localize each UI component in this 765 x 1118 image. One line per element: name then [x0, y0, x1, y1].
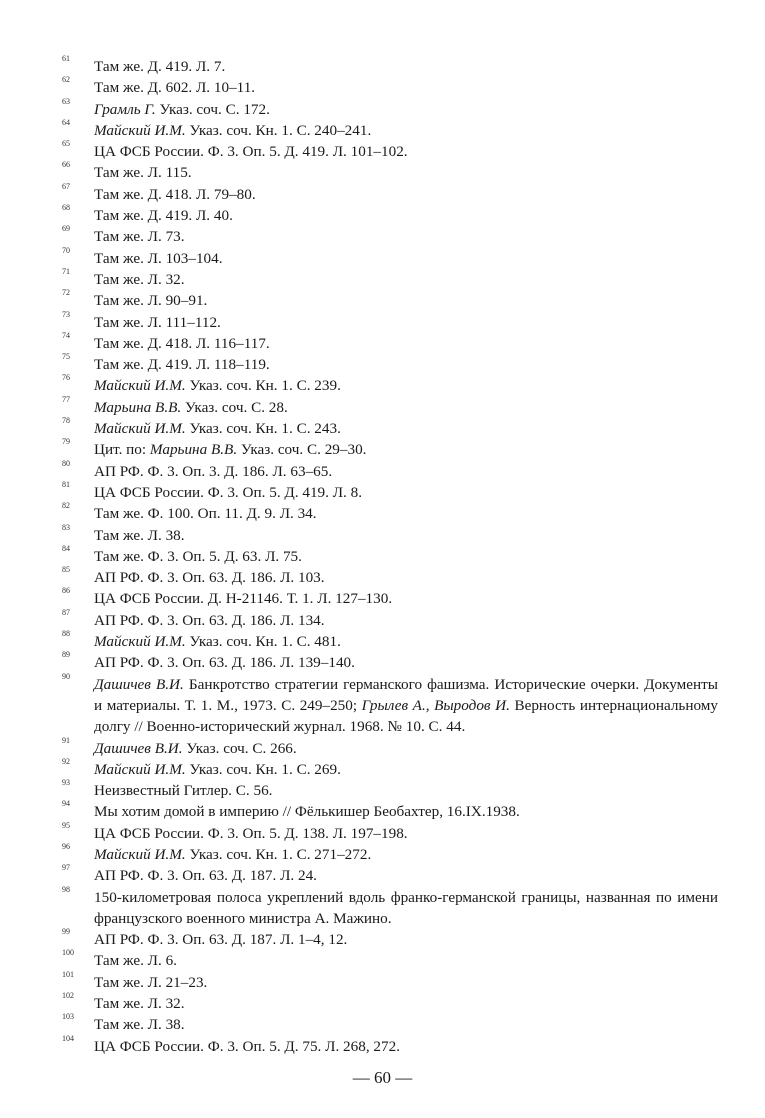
endnote-number: 83: [62, 522, 70, 532]
endnote-number: 78: [62, 416, 70, 426]
endnote-author: Марьина В.В.: [149, 441, 238, 459]
endnote-item: [58, 439, 718, 460]
endnote-number: 81: [62, 479, 70, 489]
endnote-text: Указ. соч. С. 29–30.: [237, 441, 367, 459]
endnote-text: АП РФ. Ф. 3. Оп. 63. Д. 186. Л. 103.: [94, 569, 325, 587]
endnote-text: Указ. соч. Кн. 1. С. 269.: [185, 760, 341, 778]
endnote-item: [58, 607, 718, 631]
endnote-text: Указ. соч. Кн. 1. С. 240–241.: [185, 121, 372, 139]
endnote-number: 66: [62, 160, 70, 170]
endnote-text: Мы хотим домой в империю // Фёлькишер Беобахтер, 16.IX.1938.: [94, 803, 520, 821]
endnote-number: 75: [62, 352, 70, 362]
endnote-number: 94: [62, 799, 70, 809]
endnote-number: 76: [62, 373, 70, 383]
endnote-item: [58, 950, 718, 971]
endnote-text: Там же. Л. 103–104.: [94, 249, 223, 267]
endnote-item: [58, 652, 718, 673]
endnote-number: 71: [62, 266, 70, 276]
endnote-number: 86: [62, 586, 70, 596]
endnote-text: Указ. соч. Кн. 1. С. 271–272.: [185, 845, 372, 863]
endnote-text: АП РФ. Ф. 3. Оп. 3. Д. 186. Л. 63–65.: [94, 462, 333, 480]
endnote-item: [58, 354, 718, 375]
endnote-number: 63: [62, 96, 70, 106]
endnote-number: 89: [62, 650, 70, 660]
endnote-text: Там же. Ф. 100. Оп. 11. Д. 9. Л. 34.: [94, 505, 317, 523]
endnote-item: [58, 162, 718, 183]
endnote-text: АП РФ. Ф. 3. Оп. 63. Д. 187. Л. 24.: [94, 867, 317, 885]
endnote-item: [58, 929, 718, 950]
endnote-item: [58, 117, 718, 141]
endnote-number: 73: [62, 309, 70, 319]
endnote-number: 102: [62, 991, 74, 1001]
endnote-item: [58, 290, 718, 311]
endnote-number: 99: [62, 927, 70, 937]
endnote-text: Указ. соч. С. 266.: [182, 739, 297, 757]
endnote-number: 84: [62, 543, 70, 553]
endnote-text: Там же. Л. 32.: [94, 270, 185, 288]
endnote-number: 104: [62, 1033, 74, 1043]
endnote-text: АП РФ. Ф. 3. Оп. 63. Д. 186. Л. 139–140.: [94, 654, 355, 672]
endnote-number: 96: [62, 841, 70, 851]
endnote-item: [58, 631, 718, 652]
endnote-item: [58, 865, 718, 886]
endnote-author: Дашичев В.И.: [94, 675, 184, 693]
endnote-item: [58, 56, 718, 77]
endnote-text: Там же. Л. 73.: [94, 228, 185, 246]
endnote-item: [58, 330, 718, 354]
endnote-number: 101: [62, 969, 74, 979]
endnote-text: Банкротство стратегии германского фашизма. Исторические очерки. Документы и материалы. Т. 1. М., 1973. С. 249–250;: [94, 675, 719, 714]
endnote-item: [58, 394, 718, 418]
endnote-text: Там же. Д. 602. Л. 10–11.: [94, 79, 256, 97]
endnote-author: Дашичев В.И.: [94, 739, 183, 757]
endnote-text: Там же. Л. 21–23.: [94, 973, 208, 991]
endnote-number: 103: [62, 1012, 74, 1022]
endnote-author: Грамль Г.: [94, 100, 156, 118]
endnote-number: 72: [62, 288, 70, 298]
endnote-number: 80: [62, 458, 70, 468]
endnote-author: Майский И.М.: [94, 377, 186, 395]
endnote-number: 61: [62, 54, 70, 63]
endnote-author: Грылев А., Выродов И.: [361, 696, 510, 714]
endnote-number: 85: [62, 565, 70, 575]
endnote-item: [58, 141, 718, 162]
endnote-item: [58, 780, 718, 801]
endnote-text: Верность интернациональному долгу // Военно-исторический журнал. 1968. № 10. С. 44.: [94, 696, 718, 736]
endnote-number: 65: [62, 139, 70, 149]
page-number: — 60 —: [352, 1068, 413, 1087]
endnote-author: Майский И.М.: [94, 760, 186, 778]
endnote-author: Майский И.М.: [94, 121, 186, 139]
endnote-number: 74: [62, 330, 70, 340]
endnote-number: 69: [62, 224, 70, 234]
endnote-text: Там же. Д. 418. Л. 79–80.: [94, 185, 256, 203]
endnote-item: [58, 735, 718, 759]
endnote-text: ЦА ФСБ России. Ф. 3. Оп. 5. Д. 419. Л. 101–102.: [94, 143, 408, 161]
endnote-item: [58, 884, 718, 930]
endnote-number: 79: [62, 437, 70, 447]
endnote-item: [58, 543, 718, 567]
endnote-text: ЦА ФСБ России. Д. Н-21146. Т. 1. Л. 127–130.: [94, 590, 393, 608]
endnote-item: [58, 503, 718, 524]
endnote-number: 98: [62, 884, 70, 894]
endnote-item: [58, 458, 718, 482]
endnote-item: [58, 245, 718, 269]
endnote-text: Там же. Д. 419. Л. 40.: [94, 207, 233, 225]
endnote-text: Там же. Л. 38.: [94, 526, 185, 544]
endnote-item: [58, 969, 718, 993]
endnote-item: [58, 375, 718, 396]
endnote-text: Там же. Ф. 3. Оп. 5. Д. 63. Л. 75.: [94, 547, 302, 565]
endnote-item: [58, 522, 718, 546]
endnote-number: 82: [62, 501, 70, 511]
endnote-number: 67: [62, 181, 70, 191]
endnote-text: ЦА ФСБ России. Ф. 3. Оп. 5. Д. 75. Л. 268, 272.: [94, 1037, 400, 1055]
endnote-item: [58, 993, 718, 1014]
endnote-number: 88: [62, 629, 70, 639]
endnote-item: [58, 309, 718, 333]
endnote-item: [58, 77, 718, 98]
endnote-item: [58, 820, 718, 844]
endnote-text: АП РФ. Ф. 3. Оп. 63. Д. 186. Л. 134.: [94, 611, 325, 629]
endnote-text: ЦА ФСБ России. Ф. 3. Оп. 5. Д. 419. Л. 8.: [94, 483, 363, 501]
endnote-text: Там же. Л. 111–112.: [94, 313, 221, 331]
endnote-number: 95: [62, 820, 70, 830]
endnote-author: Марьина В.В.: [94, 398, 182, 416]
endnote-author: Майский И.М.: [94, 420, 186, 438]
endnote-text: Там же. Л. 115.: [94, 164, 192, 182]
endnote-item: [58, 96, 718, 120]
endnote-item: [58, 418, 718, 439]
endnote-text: Там же. Д. 419. Л. 7.: [94, 58, 226, 75]
endnote-item: [58, 756, 718, 780]
endnote-item: [58, 671, 719, 738]
endnote-text: АП РФ. Ф. 3. Оп. 63. Д. 187. Л. 1–4, 12.: [94, 931, 348, 949]
endnote-number: 62: [62, 75, 70, 85]
endnote-item: [58, 1014, 718, 1035]
endnote-text: Указ. соч. Кн. 1. С. 243.: [185, 420, 341, 438]
endnote-text: Там же. Д. 418. Л. 116–117.: [94, 334, 270, 352]
endnote-text: Указ. соч. С. 28.: [181, 398, 288, 416]
endnote-number: 92: [62, 756, 70, 766]
endnote-number: 77: [62, 394, 70, 404]
endnote-text: Указ. соч. Кн. 1. С. 481.: [185, 633, 341, 651]
endnote-text: Там же. Д. 419. Л. 118–119.: [94, 356, 270, 374]
endnote-item: [58, 205, 718, 226]
endnote-number: 93: [62, 778, 70, 788]
endnote-text: Там же. Л. 32.: [94, 995, 185, 1013]
endnote-text: Указ. соч. Кн. 1. С. 239.: [185, 377, 341, 395]
endnote-text: 150-километровая полоса укреплений вдоль франко-германской границы, названная по имени французского военного министра А. Мажино.: [94, 888, 718, 927]
endnote-item: [58, 841, 718, 865]
endnote-number: 100: [62, 948, 74, 958]
endnote-number: 91: [62, 735, 70, 745]
endnote-number: 68: [62, 203, 70, 213]
endnote-number: 97: [62, 863, 70, 873]
endnote-item: [58, 479, 718, 503]
endnote-text: Указ. соч. С. 172.: [155, 100, 270, 118]
endnote-text: Там же. Л. 38.: [94, 1016, 185, 1034]
endnote-item: [58, 266, 718, 290]
endnote-text: Там же. Л. 90–91.: [94, 292, 208, 310]
endnote-item: [58, 567, 718, 588]
endnote-number: 64: [62, 117, 70, 127]
endnote-item: [58, 226, 718, 247]
endnote-item: [58, 801, 718, 822]
endnote-item: [58, 181, 718, 205]
endnote-text: Цит. по:: [94, 441, 150, 459]
endnote-number: 87: [62, 607, 70, 617]
endnote-number: 90: [62, 671, 70, 681]
endnote-text: Там же. Л. 6.: [94, 952, 177, 970]
endnote-text: ЦА ФСБ России. Ф. 3. Оп. 5. Д. 138. Л. 197–198.: [94, 824, 408, 842]
endnote-author: Майский И.М.: [94, 633, 186, 651]
endnote-item: [58, 1033, 718, 1057]
endnotes-list: [58, 56, 718, 1057]
endnote-number: 70: [62, 245, 70, 255]
endnote-author: Майский И.М.: [94, 845, 186, 863]
endnote-item: [58, 588, 718, 609]
endnote-text: Неизвестный Гитлер. С. 56.: [94, 782, 273, 800]
